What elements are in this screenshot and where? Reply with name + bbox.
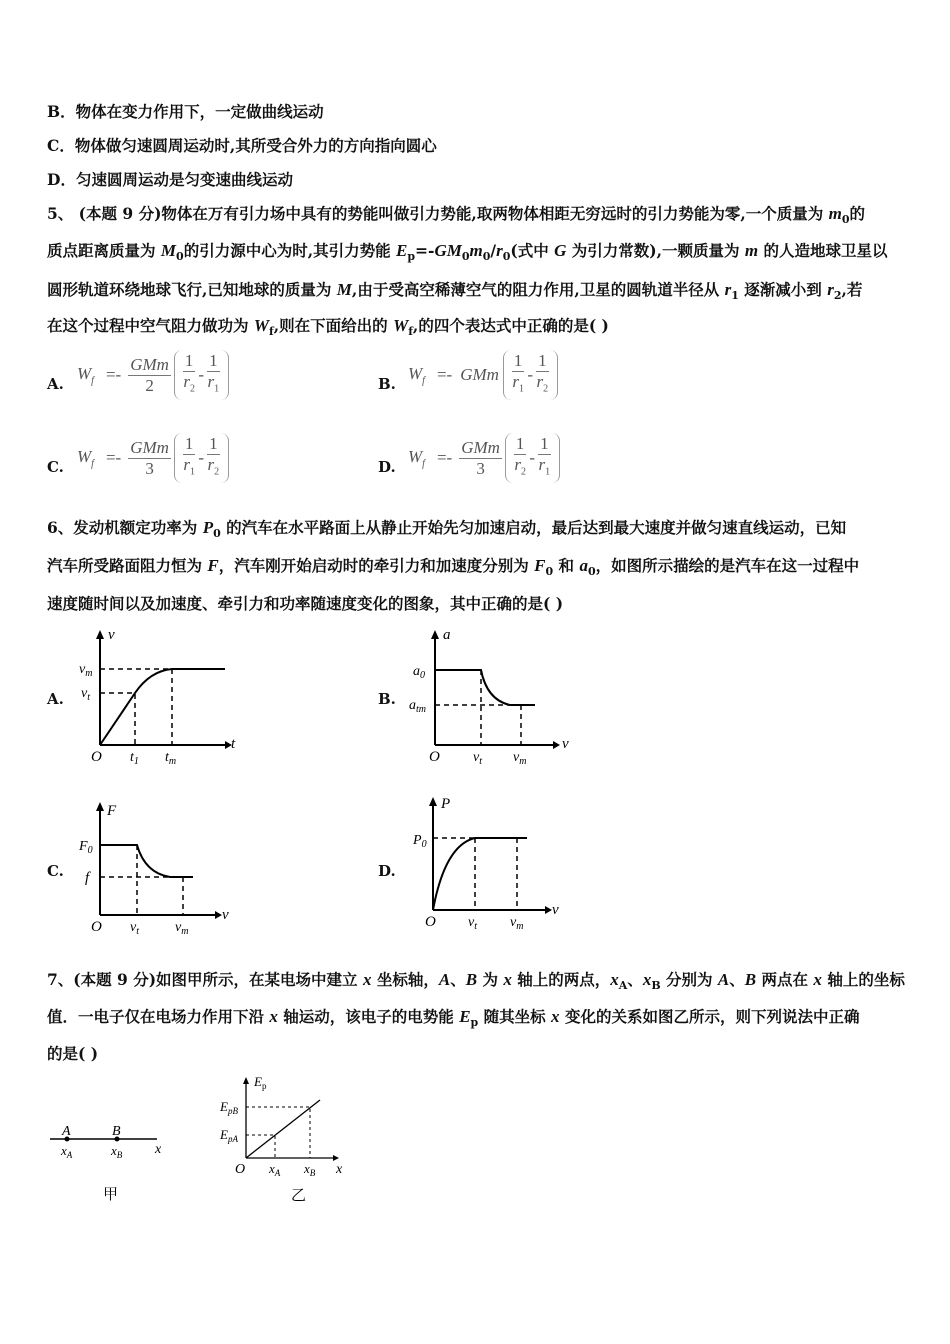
work-sub: f: [91, 458, 94, 470]
text-segment: ,由于受高空稀薄空气的阻力作用,卫星的圆轨道半径从: [351, 280, 725, 299]
vm-sub: m: [85, 668, 93, 679]
text-segment: 随其坐标: [478, 1007, 552, 1026]
text-segment: B．物体在变力作用下，一定做曲线运动: [47, 102, 324, 121]
r-sub: 2: [520, 466, 526, 478]
text-segment: p: [470, 1016, 479, 1030]
x-axis-label: v: [222, 907, 229, 923]
figure-caption: 甲: [103, 1187, 119, 1203]
text-segment: W: [393, 316, 409, 335]
point-b-label: B: [112, 1124, 121, 1139]
point-a-label: A: [62, 1124, 71, 1139]
vt-label: v: [468, 915, 475, 930]
text-segment: x: [551, 1007, 560, 1026]
q5-option-formula[interactable]: [408, 433, 560, 483]
vt-sub: t: [87, 692, 90, 703]
svg-text:tm: [165, 750, 176, 765]
text-segment: 轴上的坐标: [821, 970, 905, 989]
one: 1: [515, 433, 525, 453]
text-segment: f: [269, 325, 274, 339]
denominator: 2: [145, 375, 154, 395]
text-segment: m: [469, 241, 483, 260]
xb-sub: B: [309, 1168, 316, 1178]
text-segment: 的汽车在水平路面上从静止开始先匀加速启动，最后达到最大速度并做匀速直线运动，已知: [220, 518, 847, 537]
vm-sub: m: [516, 921, 524, 930]
t1-sub: 1: [133, 756, 139, 765]
figure-caption: 乙: [291, 1188, 307, 1204]
text-segment: m: [828, 204, 842, 223]
text-segment: GM: [434, 241, 462, 260]
atm-label: a: [409, 698, 416, 713]
vt-label: v: [130, 920, 137, 935]
svg-text:vm: [175, 920, 188, 935]
work-sub: f: [422, 458, 425, 470]
one: 1: [513, 350, 523, 370]
coefficient: GMm: [460, 365, 499, 384]
text-segment: 、: [450, 970, 466, 989]
denominator: 3: [476, 458, 485, 478]
text-segment: 的引力源中心为时,其引力势能: [183, 241, 396, 260]
text-segment: A: [438, 970, 451, 989]
text-segment: 0: [502, 250, 511, 264]
q6-option-b-label: B.: [378, 690, 396, 708]
text-segment: D．匀速圆周运动是匀变速曲线运动: [47, 170, 293, 189]
q7-figure-jia: [45, 1115, 185, 1210]
text-segment: F: [534, 556, 546, 575]
r: r: [512, 371, 519, 391]
text-segment: W: [253, 316, 270, 335]
r-sub: 1: [545, 466, 551, 478]
q6-graph-d: [405, 790, 575, 930]
q4-option-d: [47, 170, 293, 190]
xa-sub: A: [274, 1168, 281, 1178]
r-sub: 2: [214, 466, 220, 478]
text-segment: ,则在下面给出的: [273, 316, 394, 335]
text-segment: 圆形轨道环绕地球飞行,已知地球的质量为: [47, 280, 337, 299]
f0-sub: 0: [87, 845, 93, 856]
text-segment: 5、 (本题 9 分)物体在万有引力场中具有的势能叫做引力势能,取两物体相距无穷远时的引力势能为零,一个质量为: [47, 204, 829, 223]
epb-label: E: [220, 1099, 228, 1114]
svg-text:xA: [60, 1143, 73, 1160]
text-segment: 和: [553, 556, 580, 575]
origin-label: O: [235, 1162, 246, 1177]
text-segment: ,的四个表达式中正确的是( ): [412, 316, 609, 335]
svg-text:vt: [473, 750, 482, 765]
equals-minus: =-: [105, 448, 122, 467]
x-axis-label: v: [552, 902, 559, 918]
svg-text:t1: [130, 750, 139, 765]
vt-sub: t: [479, 756, 482, 765]
one: 1: [538, 350, 547, 370]
r-sub: 1: [189, 466, 195, 478]
text-segment: r: [827, 280, 834, 299]
svg-text:F0: [78, 839, 93, 856]
x-axis-label: v: [562, 736, 569, 752]
vm-label: v: [510, 915, 517, 930]
q4-option-b: [47, 102, 324, 122]
text-segment: 值．一电子仅在电场力作用下沿: [47, 1007, 270, 1026]
q6-line-2: [47, 556, 859, 582]
dashed-guides: [435, 670, 521, 745]
text-segment: 坐标轴，: [371, 970, 439, 989]
q6-graph-c: [75, 795, 245, 935]
text-segment: B: [651, 979, 661, 993]
svg-text:vm: [510, 915, 523, 930]
text-segment: ，如图所示描绘的是汽车在这一过程中: [595, 556, 860, 575]
q6-line-1: [47, 518, 846, 544]
text-segment: m: [744, 241, 759, 260]
text-segment: x: [642, 970, 652, 989]
text-segment: B: [744, 970, 757, 989]
svg-text:a0: [413, 664, 425, 681]
text-segment: 0: [482, 250, 491, 264]
xa-label: x: [269, 1161, 275, 1176]
q5-option-formula[interactable]: [77, 433, 229, 483]
xa-sub: A: [66, 1150, 73, 1160]
q5-option-formula[interactable]: [77, 350, 229, 400]
text-segment: ，汽车刚开始启动时的牵引力和加速度分别为: [218, 556, 535, 575]
text-segment: 轴上的两点，: [511, 970, 611, 989]
a0-sub: 0: [420, 670, 425, 681]
q6-graph-b: [405, 625, 580, 765]
minus: -: [198, 448, 205, 467]
work-symbol: W: [77, 446, 92, 466]
dashed-guides: [100, 669, 172, 745]
tm-label: t: [165, 750, 169, 765]
work-symbol: W: [408, 363, 423, 383]
text-segment: M: [336, 280, 352, 299]
q7-line-1: [47, 970, 905, 996]
equals-minus: =-: [436, 365, 453, 384]
one: 1: [209, 350, 218, 370]
text-segment: x: [503, 970, 512, 989]
text-segment: 、: [627, 970, 643, 989]
q7-line-2: [47, 1007, 859, 1033]
svg-text:vt: [130, 920, 139, 935]
text-segment: M: [160, 241, 177, 260]
svg-text:vm: [513, 750, 526, 765]
y-axis-label: v: [108, 627, 115, 643]
text-segment: E: [395, 241, 408, 260]
work-symbol: W: [408, 446, 423, 466]
text-segment: 质点距离质量为: [47, 241, 161, 260]
svg-text:P0: [412, 833, 427, 850]
equals-minus: =-: [436, 448, 453, 467]
curve: [433, 838, 527, 910]
text-segment: f: [408, 325, 413, 339]
vm-label: v: [175, 920, 182, 935]
text-segment: P: [202, 518, 214, 537]
r-sub: 1: [518, 383, 524, 395]
text-segment: 逐渐减小到: [738, 280, 828, 299]
q5-option-label: C.: [47, 458, 64, 476]
svg-text:EpA: [219, 1127, 238, 1144]
text-segment: 为引力常数),一颗质量为: [566, 241, 745, 260]
text-segment: 的是( ): [47, 1044, 99, 1063]
xb-label: x: [304, 1161, 310, 1176]
text-segment: A: [717, 970, 730, 989]
vm-sub: m: [519, 756, 527, 765]
numerator: GMm: [461, 437, 500, 457]
text-segment: C．物体做匀速圆周运动时,其所受合外力的方向指向圆心: [47, 136, 437, 155]
vm-label: v: [513, 750, 520, 765]
q5-line-2: [47, 241, 888, 267]
r: r: [538, 454, 546, 474]
text-segment: 在这个过程中空气阻力做功为: [47, 316, 254, 335]
x-axis-label: x: [155, 1142, 162, 1157]
epa-label: E: [220, 1127, 228, 1142]
text-segment: 7、(本题 9 分)如图甲所示，在某电场中建立: [47, 970, 363, 989]
text-segment: 6、发动机额定功率为: [47, 518, 203, 537]
text-segment: p: [407, 250, 416, 264]
vt-sub: t: [474, 921, 477, 930]
text-segment: E: [459, 1007, 471, 1026]
svg-text:vt: [468, 915, 477, 930]
parenthesis-group: [174, 350, 229, 400]
text-segment: 分别为: [660, 970, 718, 989]
p0-sub: 0: [421, 839, 427, 850]
y-axis-label: E: [254, 1074, 262, 1089]
text-segment: 1: [731, 289, 739, 303]
text-segment: 0: [176, 250, 184, 264]
r-sub: 1: [214, 383, 220, 395]
svg-text:vt: [81, 686, 90, 703]
r: r: [183, 371, 190, 391]
y-axis-label: a: [443, 627, 451, 643]
r: r: [536, 371, 544, 391]
numerator: GMm: [130, 437, 169, 457]
epa-sub: pA: [227, 1134, 238, 1144]
text-segment: 两点在: [756, 970, 814, 989]
work-sub: f: [422, 375, 425, 387]
text-segment: A: [618, 979, 628, 993]
a0-label: a: [413, 664, 420, 679]
one: 1: [184, 433, 194, 453]
q6-line-3: [47, 594, 563, 614]
svg-text:atm: [409, 698, 426, 715]
r: r: [183, 454, 190, 474]
p0-label: P: [413, 833, 422, 848]
text-segment: a: [579, 556, 588, 575]
xb-sub: B: [116, 1150, 123, 1160]
svg-text:xA: [268, 1161, 281, 1178]
x-axis-label: t: [231, 736, 236, 752]
parenthesis-group: [505, 433, 560, 483]
equals-minus: =-: [105, 365, 122, 384]
text-segment: 变化的关系如图乙所示，则下列说法中正确: [559, 1007, 860, 1026]
svg-text:EpB: [219, 1099, 238, 1116]
r: r: [207, 454, 215, 474]
curve: [435, 670, 535, 705]
svg-text:xB: [110, 1143, 123, 1160]
origin-label: O: [91, 919, 102, 935]
vm-sub: m: [181, 926, 189, 935]
text-segment: G: [554, 241, 567, 260]
text-segment: r: [496, 241, 503, 260]
text-segment: 的人造地球卫星以: [758, 241, 888, 260]
x-axis-label: x: [336, 1162, 343, 1177]
curve: [100, 669, 225, 745]
q6-option-c-label: C.: [47, 862, 64, 880]
work-symbol: W: [77, 363, 92, 383]
y-arrow: [96, 630, 104, 639]
r-sub: 2: [189, 383, 195, 395]
vt-sub: t: [136, 926, 139, 935]
t1-label: t: [130, 750, 134, 765]
text-segment: 2: [833, 289, 842, 303]
minus: -: [529, 448, 536, 467]
f-label: f: [85, 870, 90, 886]
parenthesis-group: [174, 433, 229, 483]
text-segment: ,若: [841, 280, 863, 299]
text-segment: 速度随时间以及加速度、牵引力和功率随速度变化的图象，其中正确的是( ): [47, 594, 564, 613]
q4-option-c: [47, 136, 437, 156]
minus: -: [527, 365, 534, 384]
q5-option-formula[interactable]: [408, 350, 558, 400]
atm-sub: tm: [416, 704, 426, 715]
text-segment: 轴运动，该电子的电势能: [277, 1007, 460, 1026]
q6-graph-a: [75, 625, 245, 765]
ep-line: [246, 1100, 320, 1158]
dashed-guides: [433, 838, 517, 910]
vt-label: v: [81, 686, 88, 701]
text-segment: 汽车所受路面阻力恒为: [47, 556, 208, 575]
tm-sub: m: [168, 756, 177, 765]
text-segment: B: [465, 970, 478, 989]
q6-option-d-label: D.: [378, 862, 396, 880]
text-segment: (式中: [510, 241, 555, 260]
epb-sub: pB: [227, 1106, 238, 1116]
work-sub: f: [91, 375, 94, 387]
denominator: 3: [145, 458, 154, 478]
text-segment: 0: [545, 565, 554, 579]
text-segment: F: [207, 556, 219, 575]
one: 1: [540, 433, 549, 453]
text-segment: x: [269, 1007, 278, 1026]
text-segment: 为: [477, 970, 504, 989]
r: r: [514, 454, 521, 474]
q5-option-label: B.: [378, 375, 396, 393]
curve: [100, 845, 193, 877]
text-segment: x: [362, 970, 372, 989]
q5-option-label: D.: [378, 458, 396, 476]
text-segment: =-: [415, 241, 435, 260]
q5-option-label: A.: [47, 375, 64, 393]
xa-label: x: [61, 1143, 67, 1158]
vm-label: v: [79, 662, 86, 677]
text-segment: 0: [213, 527, 221, 541]
text-segment: 、: [729, 970, 745, 989]
text-segment: 0: [461, 250, 470, 264]
q5-line-4: [47, 316, 609, 342]
text-segment: 0: [587, 565, 596, 579]
origin-label: O: [425, 914, 436, 930]
one: 1: [184, 350, 194, 370]
f0-label: F: [79, 839, 88, 854]
r-sub: 2: [543, 383, 549, 395]
origin-label: O: [91, 749, 102, 765]
one: 1: [209, 433, 218, 453]
y-axis-label: F: [107, 803, 117, 819]
q7-figure-yi: [218, 1072, 358, 1207]
q5-line-3: [47, 280, 862, 306]
y-axis-sub: p: [261, 1081, 267, 1091]
svg-text:vm: [79, 662, 92, 679]
vt-label: v: [473, 750, 480, 765]
text-segment: x: [813, 970, 822, 989]
text-segment: 0: [841, 213, 850, 227]
q7-line-3: [47, 1044, 98, 1064]
text-segment: /: [490, 241, 497, 260]
text-segment: x: [610, 970, 619, 989]
q5-line-1: [47, 204, 865, 230]
q6-option-a-label: A.: [47, 690, 64, 708]
parenthesis-group: [503, 350, 558, 400]
xb-label: x: [111, 1143, 117, 1158]
svg-text:Ep: [253, 1074, 267, 1091]
svg-text:xB: [303, 1161, 316, 1178]
text-segment: 的: [849, 204, 866, 223]
text-segment: r: [724, 280, 732, 299]
minus: -: [198, 365, 205, 384]
y-axis-label: P: [441, 796, 451, 812]
r: r: [207, 371, 215, 391]
numerator: GMm: [130, 354, 169, 374]
origin-label: O: [429, 749, 440, 765]
